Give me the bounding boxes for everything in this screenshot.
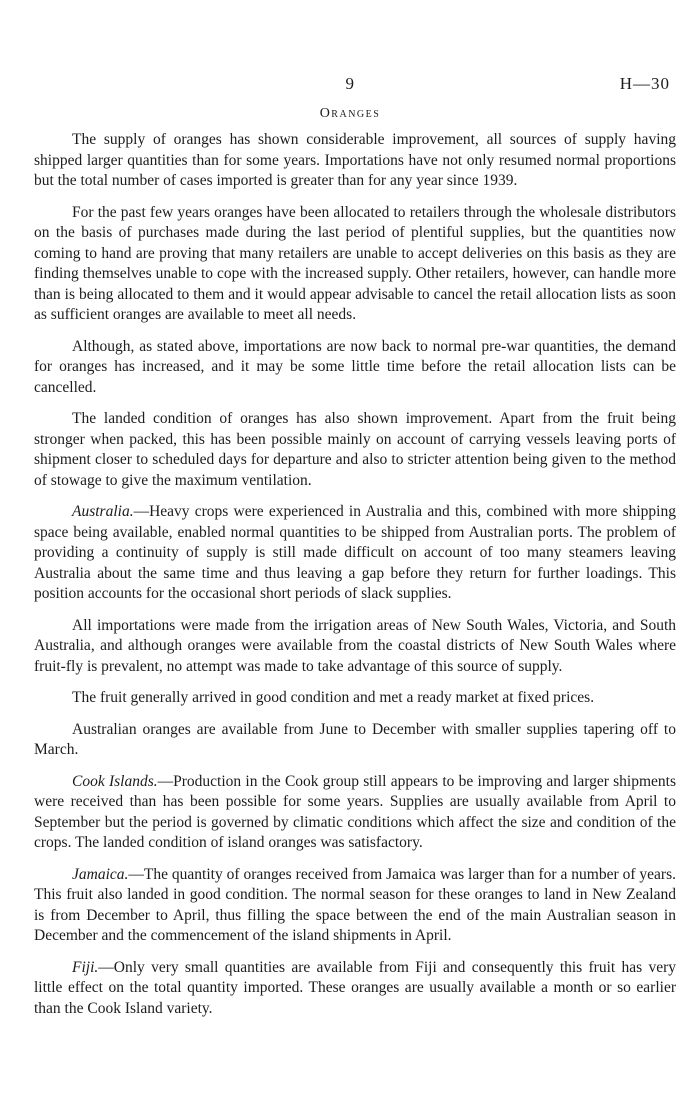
paragraph-lead: Fiji. bbox=[72, 958, 99, 976]
paragraph bbox=[34, 409, 676, 491]
paragraph-text: Although, as stated above, importations are now back to normal pre-war quantities, the demand for oranges has increased, and it may be some little time before the retail allocation lists can be cancelled. bbox=[34, 337, 676, 396]
paragraph-text: The landed condition of oranges has also shown improvement. Apart from the fruit being stronger when packed, this has been possible mainly on account of carrying vessels leaving ports of shipment closer to scheduled days for departure and also to stricter attention being given to the method of stowage to give the maximum ventilation. bbox=[34, 410, 676, 489]
paragraph-text: The supply of oranges has shown considerable improvement, all sources of supply having shipped larger quantities than for some years. Importations have not only resumed normal proportions but the total number of cases imported is greater than for any year since 1939. bbox=[34, 131, 676, 189]
paragraph-text: All importations were made from the irrigation areas of New South Wales, Victoria, and South Australia, and although oranges were available from the coastal districts of New South Wales where fruit-fly is prevalent, no attempt was made to take advantage of this source of supply. bbox=[34, 616, 676, 675]
paragraph bbox=[34, 688, 676, 709]
paragraph-lead: Australia. bbox=[72, 503, 134, 520]
document-reference: H—30 bbox=[619, 74, 670, 93]
paragraph-cook-islands bbox=[34, 772, 676, 854]
page-number: 9 bbox=[345, 74, 355, 93]
paragraph bbox=[34, 203, 676, 326]
paragraph-lead: Cook Islands. bbox=[72, 772, 158, 790]
paragraph-text: —Heavy crops were experienced in Australia and this, combined with more shipping space being available, enabled normal quantities to be shipped from Australian ports. The problem of providing a continuity of supply is still made difficult on account of too many steamers leaving Australia about the same time and thus leaving a gap before they return for further loadings. This position accounts for the occasional short periods of slack supplies. bbox=[34, 503, 676, 602]
paragraph bbox=[34, 720, 676, 761]
paragraph-text: —Only very small quantities are available from Fiji and consequently this fruit has very little effect on the total quantity imported. These oranges are usually available a month or so earlier than the Cook Island variety. bbox=[34, 958, 676, 1017]
paragraph-text: The fruit generally arrived in good condition and met a ready market at fixed prices. bbox=[72, 689, 595, 706]
paragraph-text: —The quantity of oranges received from Jamaica was larger than for a number of years. This fruit also landed in good condition. The normal season for these oranges to land in New Zealand is from December to April, thus filling the space between the end of the main Australian season in December and the commencement of the island shipments in April. bbox=[34, 865, 676, 944]
paragraph-text: —Production in the Cook group still appears to be improving and larger shipments were received than has been possible for some years. Supplies are usually available from April to September but the period is governed by climatic conditions which affect the size and condition of the crops. The landed condition of island oranges was satisfactory. bbox=[34, 772, 676, 851]
paragraph-fiji bbox=[34, 958, 676, 1020]
paragraph-text: Australian oranges are available from June to December with smaller supplies tapering off to March. bbox=[34, 720, 676, 758]
paragraph bbox=[34, 337, 676, 399]
paragraph-text: For the past few years oranges have been allocated to retailers through the wholesale distributors on the basis of purchases made during the last period of plentiful supplies, but the quantities now coming to hand are proving that many retailers are unable to accept deliveries on this basis as they are finding themselves unable to cope with the increased supply. Other retailers, however, can handle more than is being allocated to them and it would appear advisable to cancel the retail allocation lists as soon as sufficient oranges are available to meet all needs. bbox=[34, 203, 676, 323]
paragraph-lead: Jamaica. bbox=[72, 865, 129, 883]
paragraph bbox=[34, 616, 676, 678]
section-heading: Oranges bbox=[319, 106, 381, 121]
paragraph bbox=[34, 130, 676, 192]
paragraph-australia bbox=[34, 502, 676, 605]
paragraph-jamaica bbox=[34, 865, 676, 947]
body-text bbox=[34, 130, 676, 1030]
